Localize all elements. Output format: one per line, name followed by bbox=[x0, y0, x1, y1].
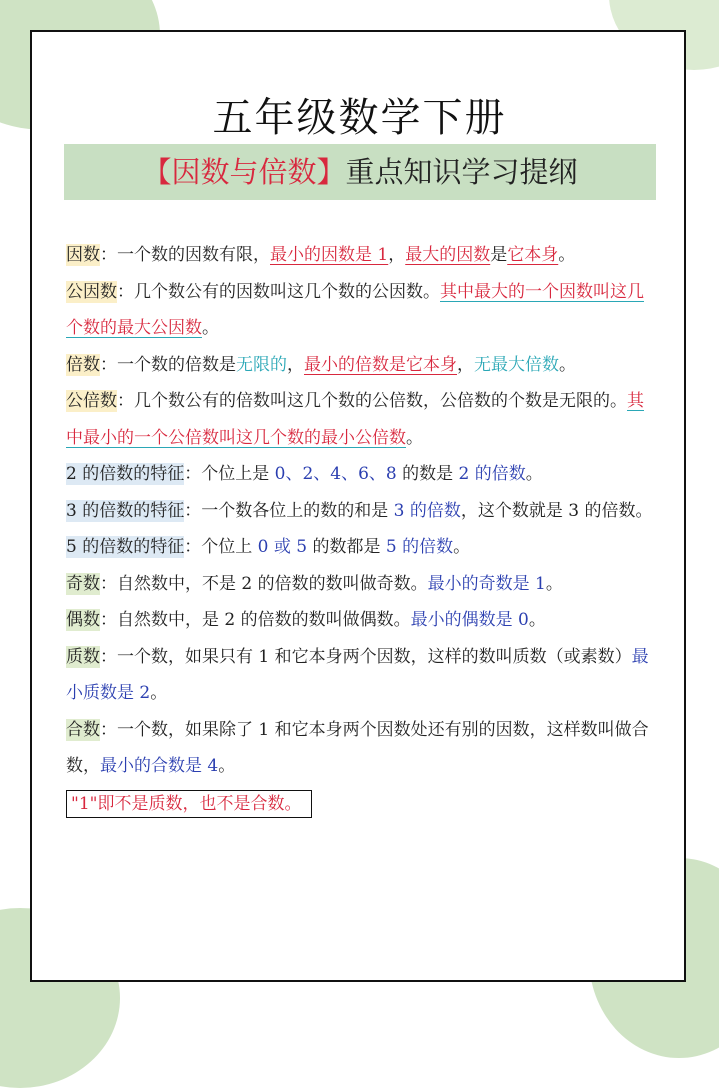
key-point: 2 的倍数 bbox=[458, 464, 526, 484]
key-point: 无最大倍数 bbox=[474, 354, 559, 375]
subtitle-topic: 【因数与倍数】 bbox=[142, 155, 346, 189]
term-label: 偶数 bbox=[66, 610, 100, 630]
key-point: 最小质数是 2 bbox=[66, 646, 649, 703]
key-point: 其中最大的一个因数叫这几个数的最大公因数 bbox=[66, 281, 644, 338]
item-multiple-of-3: 3 的倍数的特征：一个数各位上的数的和是 3 的倍数，这个数就是 3 的倍数。 bbox=[66, 500, 653, 521]
key-point: 无限的 bbox=[236, 354, 287, 375]
item-prime: 质数：一个数，如果只有 1 和它本身两个因数，这样的数叫质数（或素数）最小质数是 2。 bbox=[66, 646, 649, 703]
item-multiple: 倍数：一个数的倍数是无限的，最小的倍数是它本身，无最大倍数。 bbox=[66, 354, 576, 375]
key-point: 最小的合数是 4 bbox=[100, 756, 219, 776]
key-point: 5 的倍数 bbox=[385, 537, 454, 557]
subtitle-banner bbox=[64, 144, 656, 200]
page-title: 五年级数学下册 bbox=[212, 95, 507, 141]
item-composite: 合数：一个数，如果除了 1 和它本身两个因数处还有别的因数，这样数叫做合数，最小的合数是 4。 bbox=[66, 719, 649, 776]
term-label: 质数 bbox=[66, 646, 100, 667]
key-point: 最大的因数 bbox=[405, 245, 491, 265]
term-label: 5 的倍数的特征 bbox=[66, 537, 185, 557]
term-label: 3 的倍数的特征 bbox=[66, 500, 185, 521]
key-point: 其中最小的一个公倍数叫这几个数的最小公倍数 bbox=[66, 391, 644, 448]
key-point: 0、2、4、6、8 bbox=[274, 464, 397, 484]
item-multiple-of-5: 5 的倍数的特征：个位上 0 或 5 的数都是 5 的倍数。 bbox=[66, 537, 471, 557]
item-common-multiple: 公倍数：几个数公有的倍数叫这几个数的公倍数，公倍数的个数是无限的。其中最小的一个公倍数叫这几个数的最小公倍数。 bbox=[66, 391, 644, 448]
key-point: 最小的因数是 1 bbox=[270, 245, 389, 265]
item-odd: 奇数：自然数中，不是 2 的倍数的数叫做奇数。最小的奇数是 1。 bbox=[66, 573, 563, 594]
notes-content bbox=[66, 237, 658, 822]
term-label: 2 的倍数的特征 bbox=[66, 464, 185, 484]
key-point: 最小的奇数是 1 bbox=[427, 573, 546, 594]
term-label: 因数 bbox=[66, 245, 100, 265]
term-label: 奇数 bbox=[66, 573, 100, 594]
key-point: 它本身 bbox=[507, 245, 559, 265]
term-label: 合数 bbox=[66, 719, 100, 740]
item-multiple-of-2: 2 的倍数的特征：个位上是 0、2、4、6、8 的数是 2 的倍数。 bbox=[66, 464, 543, 484]
term-label: 倍数 bbox=[66, 354, 100, 375]
key-point: 最小的倍数是它本身 bbox=[304, 354, 457, 375]
term-label: 公因数 bbox=[66, 281, 117, 302]
item-common-factor: 公因数：几个数公有的因数叫这几个数的公因数。其中最大的一个因数叫这几个数的最大公因数。 bbox=[66, 281, 644, 338]
item-factor: 因数：一个数的因数有限，最小的因数是 1，最大的因数是它本身。 bbox=[66, 245, 576, 265]
key-point: 3 的倍数 bbox=[393, 500, 461, 521]
subtitle-text: 重点知识学习提纲 bbox=[345, 155, 578, 189]
key-point: 0 或 5 bbox=[257, 537, 308, 557]
key-point: 最小的偶数是 0 bbox=[410, 610, 529, 630]
item-even: 偶数：自然数中，是 2 的倍数的数叫做偶数。最小的偶数是 0。 bbox=[66, 610, 546, 630]
item-note bbox=[66, 785, 658, 823]
note-box: "1"即不是质数，也不是合数。 bbox=[66, 790, 312, 818]
term-label: 公倍数 bbox=[66, 391, 117, 411]
